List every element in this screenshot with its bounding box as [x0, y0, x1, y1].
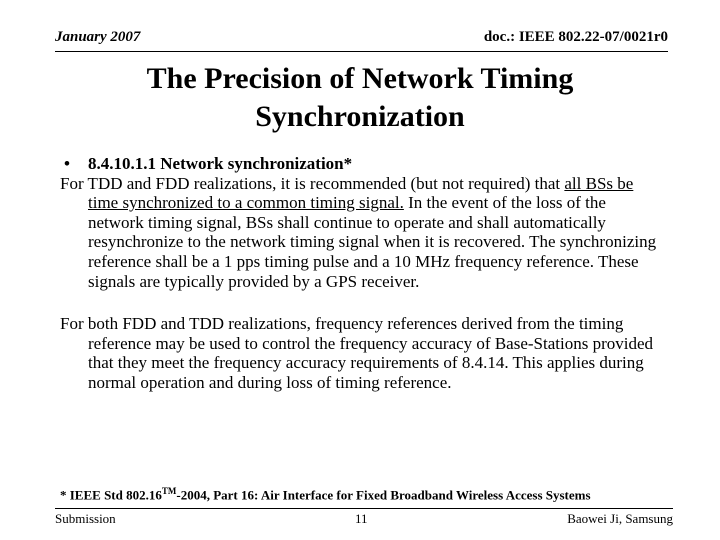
slide-footer — [55, 508, 673, 529]
footer-author: Baowei Ji, Samsung — [567, 511, 673, 526]
paragraph-1-underlined: all BSs be time synchronized to a common timing signal. — [88, 173, 634, 213]
header-doc-id: doc.: IEEE 802.22-07/0021r0 — [483, 29, 668, 45]
paragraph-1-part-1: For TDD and FDD realizations, it is recommended (but not required) that — [60, 173, 565, 193]
footnote-superscript: TM — [161, 486, 177, 496]
paragraph-1 — [60, 174, 660, 292]
slide-body — [60, 154, 660, 393]
title-line-1: The Precision of Network Timing — [146, 62, 574, 95]
bullet-icon: • — [64, 154, 70, 173]
header-date: January 2007 — [55, 29, 141, 45]
footer-page-number: 11 — [355, 511, 368, 526]
footer-submission: Submission — [55, 511, 116, 526]
bullet-heading — [64, 154, 660, 174]
title-line-2: Synchronization — [255, 100, 465, 133]
footnote-prefix: * IEEE Std 802.16 — [60, 487, 162, 503]
slide-title — [60, 60, 660, 136]
paragraph-2: For both FDD and TDD realizations, frequency references derived from the timing reference may be used to control the frequency accuracy of Base-Stations provided that they meet the frequency accuracy requirements of 8.4.14. This applies during normal operation and during loss of timing reference. — [60, 314, 654, 392]
footnote — [60, 486, 680, 503]
paragraph-1-part-2: In the event of the loss of the network timing signal, BSs shall continue to operate and shall automatically resynchronize to the network timing signal when it is recovered. The synchronizing reference shall be a 1 pps timing pulse and a 10 MHz frequency reference. These signals are typically provided by a GPS receiver. — [88, 193, 657, 291]
footnote-suffix: -2004, Part 16: Air Interface for Fixed Broadband Wireless Access Systems — [176, 487, 591, 503]
slide-header — [55, 29, 668, 52]
bullet-heading-text: 8.4.10.1.1 Network synchronization* — [88, 154, 353, 173]
